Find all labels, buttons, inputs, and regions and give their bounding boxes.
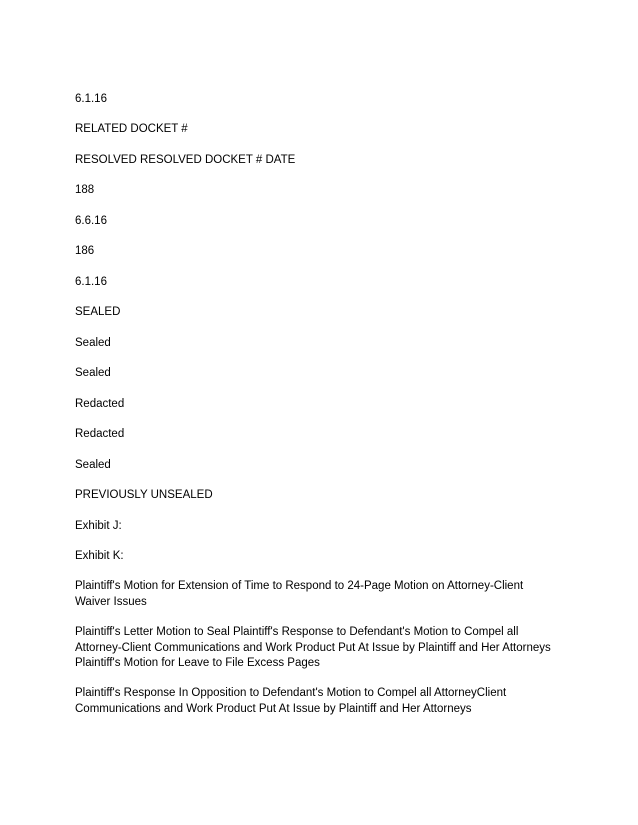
docket-description-paragraph [75, 625, 575, 672]
paragraph-line: Plaintiff's Letter Motion to Seal Plaintiff's Response to Defendant's Motion to Compel all [75, 626, 519, 638]
sealed-heading: SEALED [75, 306, 121, 318]
date-entry: 6.6.16 [75, 215, 107, 227]
related-docket-heading: RELATED DOCKET # [75, 123, 188, 135]
paragraph-line: Communications and Work Product Put At Issue by Plaintiff and Her Attorneys [75, 702, 472, 715]
date-entry: 6.1.16 [75, 276, 107, 288]
docket-number: 188 [75, 184, 95, 196]
sealed-status: Sealed [75, 367, 111, 379]
resolved-docket-heading: RESOLVED RESOLVED DOCKET # DATE [75, 154, 296, 166]
redacted-status: Redacted [75, 398, 125, 410]
docket-number: 186 [75, 245, 95, 257]
date-entry: 6.1.16 [75, 93, 107, 105]
sealed-status: Sealed [75, 459, 111, 471]
previously-unsealed-heading: PREVIOUSLY UNSEALED [75, 489, 213, 501]
exhibit-label: Exhibit J: [75, 520, 122, 532]
docket-description-paragraph [75, 686, 575, 717]
paragraph-line: Plaintiff's Motion for Extension of Time to Respond to 24-Page Motion on Attorney-Client [75, 580, 524, 592]
paragraph-line: Attorney-Client Communications and Work Product Put At Issue by Plaintiff and Her Attorneys [75, 641, 551, 654]
sealed-status: Sealed [75, 337, 111, 349]
docket-description-paragraph [75, 579, 575, 610]
redacted-status: Redacted [75, 428, 125, 440]
exhibit-label: Exhibit K: [75, 550, 124, 562]
paragraph-line: Waiver Issues [75, 595, 147, 608]
paragraph-line: Plaintiff's Motion for Leave to File Excess Pages [75, 657, 320, 669]
paragraph-line: Plaintiff's Response In Opposition to Defendant's Motion to Compel all AttorneyClient [75, 687, 507, 699]
